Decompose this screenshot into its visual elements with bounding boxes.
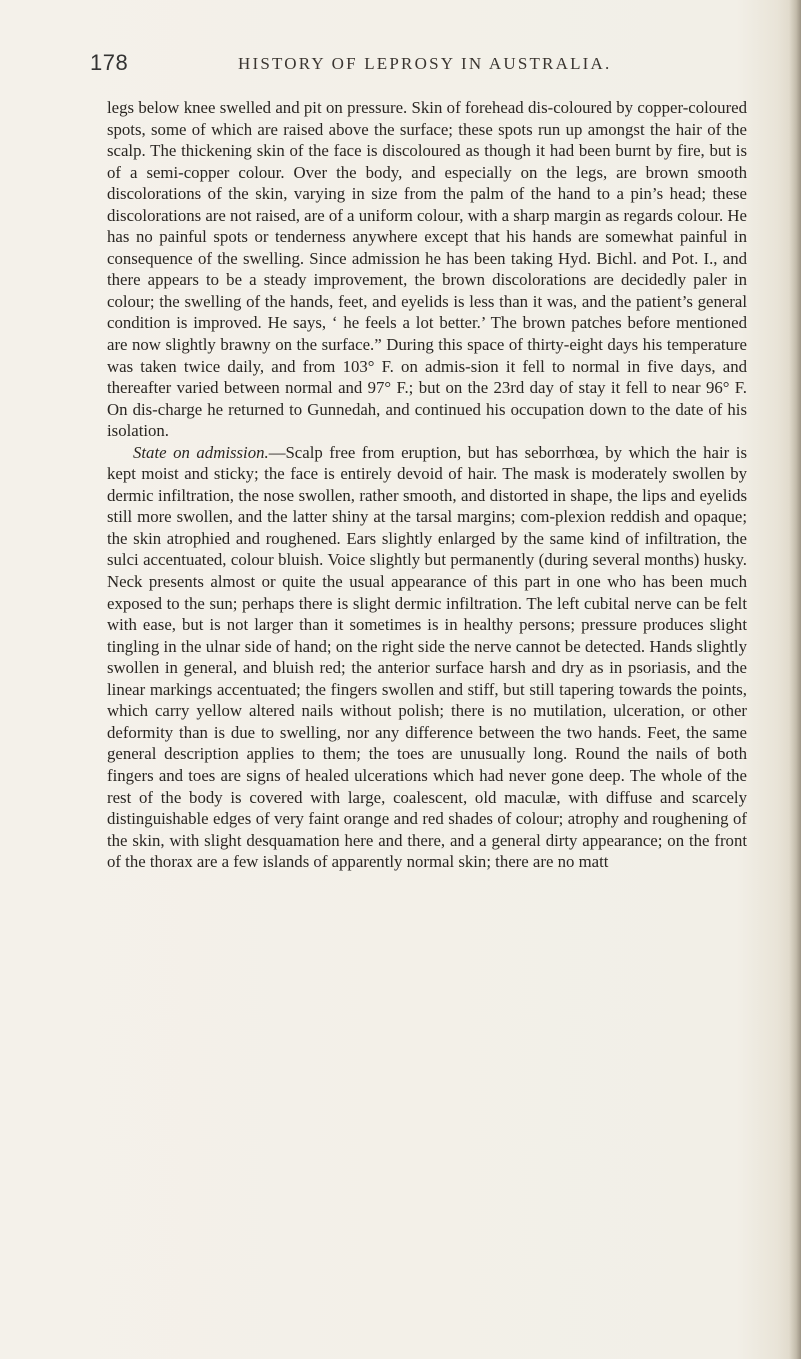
- paragraph-2-lead: State on admission.: [133, 442, 269, 462]
- paragraph-1-text: legs below knee swelled and pit on pressure. Skin of forehead dis-coloured by copper-coloured spots, some of which are raised above the surface; these spots run up amongst the hair of the scalp. The thickening skin of the face is discoloured as though it had been burnt by fire, but is of a semi-copper colour. Over the body, and especially on the legs, are brown smooth discolorations of the skin, varying in size from the palm of the hand to a pin’s head; these discolorations are not raised, are of a uniform colour, with a sharp margin as regards colour. He has no painful spots or tenderness anywhere except that his hands are somewhat painful in consequence of the swelling. Since admission he has been taking Hyd. Bichl. and Pot. I., and there appears to be a steady improvement, the brown discolorations are decidedly paler in colour; the swelling of the hands, feet, and eyelids is less than it was, and the patient’s general condition is improved. He says, ‘ he feels a lot better.’ The brown patches before mentioned are now slightly brawny on the surface.” During this space of thirty-eight days his temperature was taken twice daily, and from 103° F. on admis-sion it fell to normal in five days, and thereafter varied between normal and 97° F.; but on the 23rd day of stay it fell to near 96° F. On dis-charge he returned to Gunnedah, and continued his occupation down to the date of his isolation.: [107, 98, 747, 441]
- paragraph-1: [107, 97, 747, 442]
- paragraph-2: [107, 442, 747, 873]
- paragraph-2-text: —Scalp free from eruption, but has seborrhœa, by which the hair is kept moist and sticky; the face is entirely devoid of hair. The mask is moderately swollen by dermic infiltration, the nose swollen, rather smooth, and distorted in shape, the lips and eyelids still more swollen, and the latter shiny at the tarsal margins; com-plexion reddish and opaque; the skin atrophied and roughened. Ears slightly enlarged by the same kind of infiltration, the sulci accentuated, colour bluish. Voice slightly but permanently (during several months) husky. Neck presents almost or quite the usual appearance of this part in one who has been much exposed to the sun; perhaps there is slight dermic infiltration. The left cubital nerve can be felt with ease, but is not larger than it sometimes is in healthy persons; pressure produces slight tingling in the ulnar side of hand; on the right side the nerve cannot be detected. Hands slightly swollen in general, and bluish red; the anterior surface harsh and dry as in psoriasis, and the linear markings accentuated; the fingers swollen and stiff, but still tapering towards the points, which carry yellow altered nails without polish; there is no mutilation, ulceration, or other deformity than is due to swelling, nor any difference between the two hands. Feet, the same general description applies to them; the toes are unusually long. Round the nails of both fingers and toes are signs of healed ulcerations which had never gone deep. The whole of the rest of the body is covered with large, coalescent, old maculæ, with diffuse and scarcely distinguishable edges of very faint orange and red shades of colour; atrophy and roughening of the skin, with slight desquamation here and there, and a general dirty appearance; on the front of the thorax are a few islands of apparently normal skin; there are no matt: [107, 442, 747, 872]
- running-head: HISTORY OF LEPROSY IN AUSTRALIA.: [238, 54, 612, 73]
- page-number: 178: [90, 50, 129, 75]
- body-text: [107, 97, 747, 873]
- page-edge-shadow: [789, 0, 801, 1359]
- page-header: [90, 50, 730, 82]
